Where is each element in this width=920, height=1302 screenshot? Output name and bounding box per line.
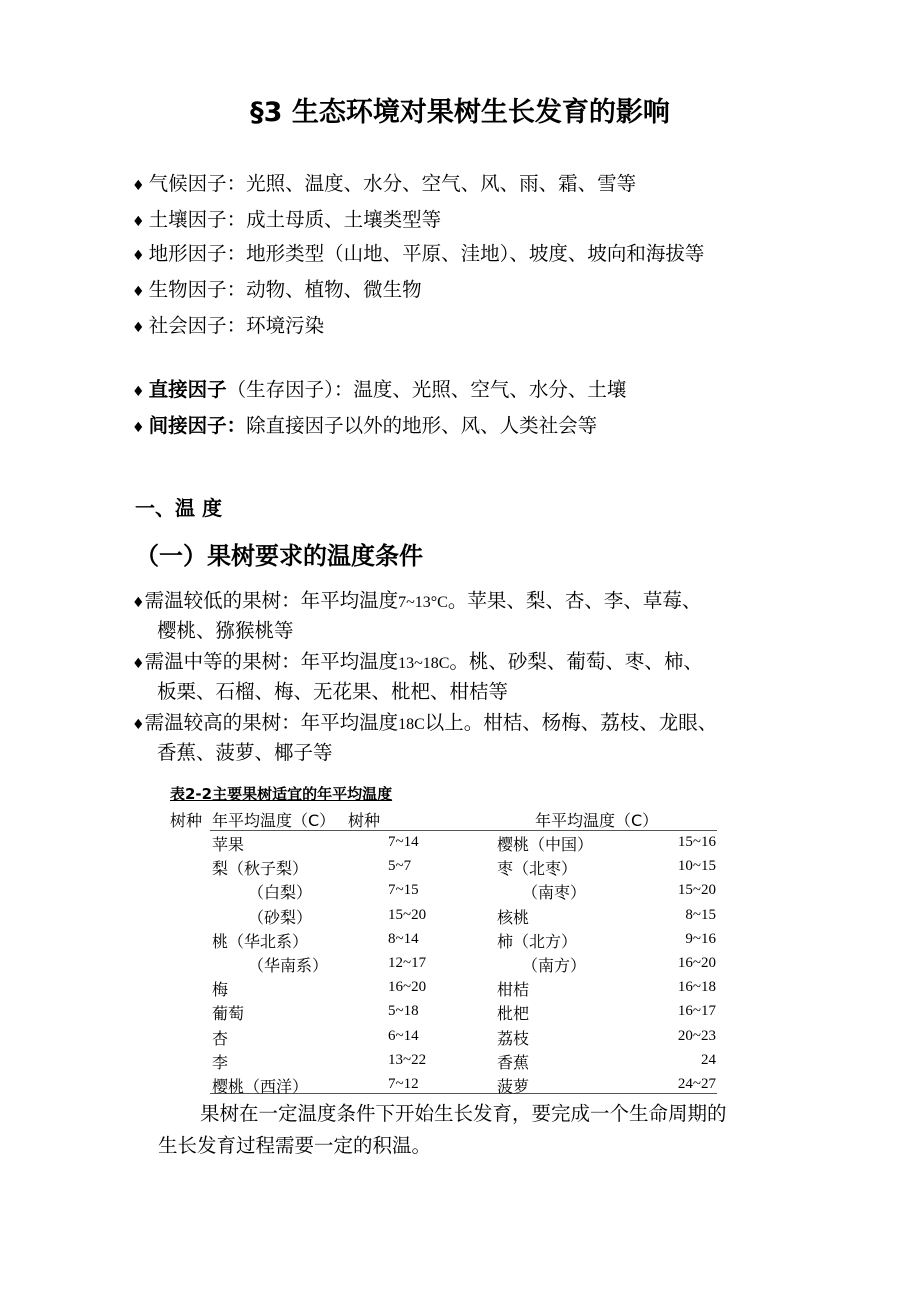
diamond-bullet-icon: ♦ xyxy=(132,214,145,230)
tree-name: 枇杷 xyxy=(497,1004,530,1024)
temperature-range: 16~17 xyxy=(677,1003,716,1020)
page-title: §3 生态环境对果树生长发育的影响 xyxy=(250,97,670,128)
group-text: 以上。柑桔、杨梅、荔枝、龙眼、 xyxy=(424,711,718,734)
paragraph-line: 生长发育过程需要一定的积温。 xyxy=(158,1134,432,1157)
diamond-bullet-icon: ♦ xyxy=(132,178,145,194)
temperature-range: 13~22 xyxy=(388,1051,427,1068)
factor-label: 地形因子： xyxy=(148,242,247,265)
diamond-bullet-icon: ♦ xyxy=(132,284,145,300)
temperature-range: 16~18 xyxy=(677,979,716,996)
temperature-range: 12~17 xyxy=(388,955,427,971)
factor-label: 土壤因子： xyxy=(148,208,247,231)
tree-name: 葡萄 xyxy=(212,1004,245,1024)
tree-name: 梅 xyxy=(212,980,229,1000)
table-header: 年平均温度（C） xyxy=(535,811,659,830)
group-label: 需温较高的果树：年平均温度 xyxy=(144,711,399,734)
temperature-group xyxy=(132,646,703,674)
diamond-bullet-icon: ♦ xyxy=(132,656,145,672)
table-caption: 表2-2主要果树适宜的年平均温度 xyxy=(170,785,393,803)
factor-text: 成土母质、土壤类型等 xyxy=(246,208,442,231)
group-text-line2: 香蕉、菠萝、椰子等 xyxy=(157,741,333,764)
group-label: 需温较低的果树：年平均温度 xyxy=(144,589,399,612)
tree-name: 梨（秋子梨） xyxy=(212,859,309,879)
tree-name: 荔枝 xyxy=(497,1028,530,1048)
diamond-bullet-icon: ♦ xyxy=(132,420,145,436)
factor-label: 气候因子： xyxy=(148,172,247,195)
tree-name: 枣（北枣） xyxy=(497,859,578,879)
temperature-range: 20~23 xyxy=(677,1027,716,1044)
table-header: 树种 xyxy=(170,811,203,830)
group-text: 。桃、砂梨、葡萄、枣、柿、 xyxy=(449,650,703,673)
tree-name: （南枣） xyxy=(522,883,587,903)
table-header: 年平均温度（C） xyxy=(212,811,336,830)
temperature-group xyxy=(132,707,717,735)
temperature-range: 8~14 xyxy=(388,930,419,947)
factor-item xyxy=(132,274,422,302)
factor-item xyxy=(132,410,597,438)
factor-item xyxy=(132,204,441,232)
group-text-line2: 板栗、石榴、梅、无花果、枇杷、柑桔等 xyxy=(157,680,509,703)
temperature-range: 24~27 xyxy=(677,1076,716,1092)
factor-label: 间接因子： xyxy=(148,414,247,437)
subsection-heading: （一）果树要求的温度条件 xyxy=(135,542,423,570)
tree-name: 菠萝 xyxy=(497,1077,530,1096)
temperature-group xyxy=(132,585,701,613)
tree-name: （砂梨） xyxy=(248,907,313,927)
factor-text: 除直接因子以外的地形、风、人类社会等 xyxy=(246,414,598,437)
diamond-bullet-icon: ♦ xyxy=(132,595,145,611)
factor-label: 直接因子 xyxy=(148,378,227,401)
temperature-range: 15~20 xyxy=(677,882,716,899)
temperature-range: 8~15 xyxy=(685,906,716,923)
factor-item xyxy=(132,374,626,402)
group-label: 需温中等的果树：年平均温度 xyxy=(144,650,399,673)
temperature-range: 5~18 xyxy=(388,1003,419,1020)
group-text: 。苹果、梨、杏、李、草莓、 xyxy=(447,589,702,612)
tree-name: 李 xyxy=(212,1052,229,1072)
factor-label: 社会因子： xyxy=(148,314,247,337)
temperature-range: 7~12 xyxy=(388,1076,419,1092)
tree-name: （华南系） xyxy=(248,956,329,975)
temperature-range: 7~15 xyxy=(388,882,419,899)
factor-item xyxy=(132,168,636,196)
temperature-range: 16~20 xyxy=(388,979,427,996)
temperature-range: 16~20 xyxy=(677,955,716,971)
section-heading: 一、温 度 xyxy=(135,496,222,520)
group-temp: 7~13°C xyxy=(398,594,448,611)
paragraph-line: 果树在一定温度条件下开始生长发育，要完成一个生命周期的 xyxy=(200,1102,727,1125)
temperature-range: 5~7 xyxy=(388,858,412,875)
tree-name: 柿（北方） xyxy=(497,931,578,951)
temperature-range: 15~16 xyxy=(677,834,716,850)
factor-label: 生物因子： xyxy=(148,278,247,301)
tree-name: （南方） xyxy=(522,956,587,975)
factor-item xyxy=(132,310,324,338)
table-header: 树种 xyxy=(348,811,381,830)
diamond-bullet-icon: ♦ xyxy=(132,384,145,400)
tree-name: 桃（华北系） xyxy=(212,931,309,951)
diamond-bullet-icon: ♦ xyxy=(132,717,145,733)
factor-text: 环境污染 xyxy=(246,314,325,337)
table-rule xyxy=(210,830,717,831)
temperature-range: 24 xyxy=(701,1051,716,1068)
factor-text: 地形类型（山地、平原、洼地）、坡度、坡向和海拔等 xyxy=(246,242,705,265)
tree-name: 杏 xyxy=(212,1028,229,1048)
group-temp: 13~18C xyxy=(398,655,450,672)
temperature-range: 15~20 xyxy=(388,906,427,923)
temperature-range: 10~15 xyxy=(677,858,716,875)
temperature-range: 7~14 xyxy=(388,834,419,850)
group-temp: 18C xyxy=(398,716,425,733)
tree-name: 苹果 xyxy=(212,835,245,854)
temperature-range: 9~16 xyxy=(685,930,716,947)
factor-text: 动物、植物、微生物 xyxy=(246,278,422,301)
tree-name: 香蕉 xyxy=(497,1052,530,1072)
tree-name: 核桃 xyxy=(497,907,530,927)
tree-name: 柑桔 xyxy=(497,980,530,1000)
tree-name: 樱桃（中国） xyxy=(497,835,594,854)
factor-text: （生存因子）：温度、光照、空气、水分、土壤 xyxy=(226,378,627,401)
diamond-bullet-icon: ♦ xyxy=(132,248,145,264)
tree-name: 樱桃（西洋） xyxy=(212,1077,309,1096)
tree-name: （白梨） xyxy=(248,883,313,903)
factor-text: 光照、温度、水分、空气、风、雨、霜、雪等 xyxy=(246,172,637,195)
temperature-range: 6~14 xyxy=(388,1027,419,1044)
group-text-line2: 樱桃、猕猴桃等 xyxy=(157,619,294,642)
factor-item xyxy=(132,238,704,266)
diamond-bullet-icon: ♦ xyxy=(132,320,145,336)
